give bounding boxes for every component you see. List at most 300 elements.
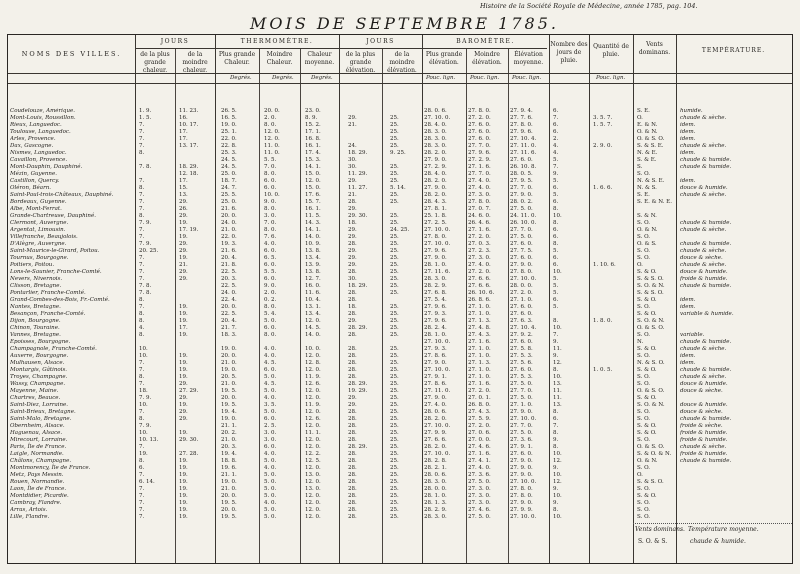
- table-cell: 3. 0.: [264, 437, 277, 443]
- table-cell: Pontarlier, Franche-Comté.: [10, 290, 86, 296]
- table-cell: Poitiers, Poitou.: [10, 262, 55, 268]
- table-cell: 19.: [179, 458, 188, 464]
- table-cell: 27. 9. 3.: [424, 311, 447, 317]
- table-cell: 13. 0.: [305, 486, 321, 492]
- table-cell: 21.: [348, 192, 357, 198]
- table-cell: 1. 5. 7.: [593, 122, 613, 128]
- table-cell: 27. 6. 6.: [468, 276, 491, 282]
- table-cell: 12. 18.: [179, 171, 199, 177]
- table-cell: 15. 7.: [305, 199, 321, 205]
- table-cell: S.: [637, 164, 643, 170]
- table-cell: 12. 0.: [305, 423, 321, 429]
- table-cell: 16.: [179, 115, 188, 121]
- table-cell: 6.: [553, 234, 559, 240]
- table-cell: 8.: [139, 213, 145, 219]
- table-cell: Besançon, Franche-Comté.: [10, 311, 86, 317]
- table-cell: 27. 9. 9.: [510, 507, 533, 513]
- table-cell: 27. 8. 0.: [468, 199, 491, 205]
- table-cell: 19.: [179, 311, 188, 317]
- table-cell: 29. 30.: [179, 437, 199, 443]
- table-cell: froide & humide.: [680, 276, 728, 282]
- table-cell: Montdidier, Picardie.: [10, 493, 69, 499]
- table-cell: 21. 0.: [221, 381, 237, 387]
- table-cell: Mayenne, Maine.: [10, 388, 59, 394]
- table-cell: 11. 5.: [305, 213, 321, 219]
- table-cell: S. E.: [637, 108, 650, 114]
- table-cell: 19. 5.: [221, 388, 237, 394]
- table-cell: 25.: [390, 129, 399, 135]
- table-cell: Châlons, Champagne.: [10, 458, 72, 464]
- table-cell: 9.: [553, 500, 559, 506]
- table-cell: O. & S. O.: [637, 388, 665, 394]
- table-cell: 25.: [390, 514, 399, 520]
- table-cell: 7.: [139, 444, 145, 450]
- table-cell: 10.: [553, 213, 562, 219]
- table-cell: 21. 0.: [221, 437, 237, 443]
- table-cell: S. E. & N. E.: [637, 199, 672, 205]
- table-cell: 7.: [139, 143, 145, 149]
- table-cell: 5.: [553, 304, 559, 310]
- table-cell: 27. 5. 8.: [510, 346, 533, 352]
- table-cell: 10. 17.: [179, 122, 199, 128]
- header-days-high: de la plus grande élévation.: [345, 51, 376, 74]
- table-cell: [593, 283, 632, 290]
- table-cell: 25.: [390, 430, 399, 436]
- table-cell: 29.: [348, 395, 357, 401]
- table-cell: 29.: [348, 248, 357, 254]
- table-cell: 8. 0.: [264, 227, 277, 233]
- table-cell: 19.: [179, 514, 188, 520]
- table-cell: 27. 9. 0.: [510, 465, 533, 471]
- table-cell: 28.: [348, 374, 357, 380]
- table-cell: idem.: [680, 136, 696, 142]
- table-cell: 10.: [139, 402, 148, 408]
- table-cell: 12. 6.: [305, 416, 321, 422]
- table-cell: 19. 0.: [221, 416, 237, 422]
- table-cell: 28. 2. 9.: [424, 507, 447, 513]
- table-cell: 12. 7.: [305, 276, 321, 282]
- header-weather: TEMPÉRATURE.: [701, 47, 766, 54]
- table-cell: 7.: [553, 115, 559, 121]
- table-cell: 29.: [179, 381, 188, 387]
- table-cell: S. O. & N.: [637, 318, 665, 324]
- table-cell: 6.: [553, 108, 559, 114]
- table-cell: 11. 1.: [305, 430, 321, 436]
- table-cell: 9. 25.: [390, 150, 406, 156]
- header-days-group: JOURS: [160, 38, 190, 45]
- table-cell: 28. 1. 0.: [424, 332, 447, 338]
- table-cell: 28. 0. 6.: [424, 472, 447, 478]
- table-cell: 25.: [390, 178, 399, 184]
- table-cell: 28.: [348, 367, 357, 373]
- table-cell: 27. 1. 6.: [468, 339, 491, 345]
- table-cell: Saint-Maurice-le-Girard, Poitou.: [10, 248, 100, 254]
- table-cell: 16. 5.: [221, 115, 237, 121]
- table-cell: 9.: [553, 465, 559, 471]
- table-cell: [593, 129, 632, 136]
- table-cell: 25. 0.: [221, 171, 237, 177]
- table-cell: Paris, Île de France.: [10, 444, 67, 450]
- table-cell: 27. 0. 3.: [468, 241, 491, 247]
- table-cell: 27. 11. 6.: [424, 269, 451, 275]
- column-baro-min: [468, 108, 507, 521]
- table-cell: 27. 28.: [179, 451, 199, 457]
- table-cell: S. O.: [637, 234, 651, 240]
- table-cell: 28.: [348, 423, 357, 429]
- table-cell: 27. 9. 1.: [510, 444, 533, 450]
- table-cell: [390, 297, 421, 304]
- table-cell: 5. 0.: [264, 493, 277, 499]
- table-cell: 11.: [553, 346, 562, 352]
- table-cell: 27. 1. 0.: [468, 311, 491, 317]
- table-cell: 25.: [390, 451, 399, 457]
- table-cell: variable & humide.: [680, 311, 734, 317]
- table-cell: 25.: [390, 500, 399, 506]
- table-cell: 26. 8. 6.: [468, 297, 491, 303]
- table-cell: 8.: [553, 409, 559, 415]
- table-cell: 25.: [390, 374, 399, 380]
- table-cell: 27. 1. 0.: [468, 304, 491, 310]
- table-cell: 27. 5. 6.: [510, 360, 533, 366]
- table-cell: 27. 5. 0.: [510, 395, 533, 401]
- table-cell: O. & N.: [637, 458, 658, 464]
- table-cell: 4. 0.: [264, 395, 277, 401]
- table-cell: 5. 0.: [264, 472, 277, 478]
- table-cell: 27. 0. 0.: [468, 437, 491, 443]
- header-days-cold: de la moindre chaleur.: [182, 51, 208, 74]
- table-cell: S. O.: [637, 437, 651, 443]
- table-cell: idem.: [680, 129, 696, 135]
- table-cell: 7.: [139, 199, 145, 205]
- table-cell: 8. 0.: [264, 332, 277, 338]
- table-cell: 7. 9.: [139, 395, 152, 401]
- table-cell: 20. 0.: [221, 507, 237, 513]
- table-cell: E. & N.: [637, 122, 658, 128]
- table-cell: S. O.: [637, 304, 651, 310]
- table-cell: 27. 9. 3.: [424, 346, 447, 352]
- table-cell: 25.: [390, 423, 399, 429]
- table-cell: 16. 1.: [305, 143, 321, 149]
- table-cell: 7. 0.: [264, 164, 277, 170]
- table-cell: 22. 0.: [221, 136, 237, 142]
- table-cell: 19. 5.: [221, 500, 237, 506]
- table-cell: 6. 0.: [264, 178, 277, 184]
- table-cell: 25.: [390, 444, 399, 450]
- table-cell: O. & S.: [637, 241, 657, 247]
- table-cell: 28.: [348, 409, 357, 415]
- table-cell: [680, 318, 790, 325]
- table-cell: douce & humide.: [680, 402, 728, 408]
- table-cell: 29.: [179, 248, 188, 254]
- table-cell: 25.: [390, 136, 399, 142]
- table-cell: 7.: [139, 500, 145, 506]
- table-cell: 25.: [390, 220, 399, 226]
- table-cell: 12.: [553, 479, 562, 485]
- column-places: [10, 108, 134, 521]
- table-cell: Lille, Flandre.: [10, 514, 50, 520]
- table-cell: 5. 0.: [264, 374, 277, 380]
- table-cell: 28. 1. 0.: [424, 262, 447, 268]
- table-cell: 5. 0.: [264, 479, 277, 485]
- column-days-high: [348, 108, 381, 521]
- table-cell: 25.: [390, 507, 399, 513]
- table-cell: [593, 409, 632, 416]
- table-cell: 4. 0.: [264, 451, 277, 457]
- table-cell: 8. 0.: [264, 122, 277, 128]
- table-cell: 25.: [390, 458, 399, 464]
- table-cell: 8.: [553, 206, 559, 212]
- table-cell: 27. 9. 0.: [510, 500, 533, 506]
- table-cell: [680, 290, 790, 297]
- table-cell: 11. 6.: [305, 290, 321, 296]
- table-cell: [593, 430, 632, 437]
- table-cell: Arras, Artois.: [10, 507, 48, 513]
- table-cell: 27. 1. 0.: [468, 353, 491, 359]
- table-cell: 25.: [390, 262, 399, 268]
- table-cell: 7.: [553, 423, 559, 429]
- table-cell: 25.: [390, 255, 399, 261]
- table-cell: 6.: [553, 185, 559, 191]
- table-cell: 5. 0.: [264, 409, 277, 415]
- table-cell: 1. 0. 5.: [593, 367, 613, 373]
- table-cell: 20. 0.: [221, 493, 237, 499]
- table-cell: 24. 25.: [390, 227, 410, 233]
- table-cell: S. O.: [637, 255, 651, 261]
- table-cell: 21. 0.: [221, 227, 237, 233]
- table-cell: 27. 6. 0.: [510, 451, 533, 457]
- table-cell: Haguenau, Alsace.: [10, 430, 63, 436]
- table-cell: [348, 136, 381, 143]
- table-cell: 27. 9. 6.: [424, 248, 447, 254]
- table-cell: 14. 0.: [305, 234, 321, 240]
- table-cell: 14. 3.: [305, 220, 321, 226]
- table-cell: 11. 9.: [305, 374, 321, 380]
- table-cell: 21. 6.: [221, 248, 237, 254]
- table-cell: 19.: [179, 430, 188, 436]
- table-cell: 12. 0.: [305, 318, 321, 324]
- table-cell: Arles, Provence.: [10, 136, 56, 142]
- table-cell: 25.: [390, 472, 399, 478]
- table-cell: douce & humide.: [680, 381, 728, 387]
- table-cell: 27. 6. 0.: [510, 339, 533, 345]
- table-cell: 27. 10. 4.: [510, 136, 537, 142]
- table-cell: Troyes, Champagne.: [10, 374, 68, 380]
- table-cell: 19. 0.: [221, 367, 237, 373]
- table-cell: Dijon, Bourgogne.: [10, 318, 61, 324]
- table-cell: 25.: [390, 248, 399, 254]
- table-cell: 4. 0.: [264, 241, 277, 247]
- table-cell: 27. 2. 3.: [468, 248, 491, 254]
- table-cell: 7.: [139, 269, 145, 275]
- table-cell: Castillon, Quercy.: [10, 178, 60, 184]
- table-cell: chaude & sèche.: [680, 227, 727, 233]
- table-cell: S. O.: [637, 381, 651, 387]
- table-cell: 28. 2. 4.: [424, 325, 447, 331]
- table-cell: 8.: [553, 430, 559, 436]
- table-cell: [593, 241, 632, 248]
- table-cell: 18. 29.: [348, 150, 368, 156]
- table-cell: 5.: [553, 248, 559, 254]
- table-cell: 19.: [179, 353, 188, 359]
- table-cell: 20. 2.: [221, 430, 237, 436]
- table-cell: 7.: [139, 304, 145, 310]
- table-cell: 6. 0.: [264, 367, 277, 373]
- table-cell: 12. 0.: [305, 465, 321, 471]
- table-cell: 27. 8. 0.: [510, 122, 533, 128]
- table-cell: 25. 5.: [221, 192, 237, 198]
- table-cell: 19. 29.: [348, 388, 368, 394]
- table-cell: [553, 311, 588, 318]
- table-cell: [680, 234, 790, 241]
- table-cell: 25.: [390, 395, 399, 401]
- table-cell: 27. 10. 0.: [424, 241, 451, 247]
- table-cell: 27. 10. 0.: [510, 479, 537, 485]
- table-cell: chaude & humide.: [680, 367, 732, 373]
- table-cell: 27. 7. 0.: [510, 388, 533, 394]
- table-cell: [680, 171, 790, 178]
- table-cell: 21.: [179, 262, 188, 268]
- table-cell: 27. 10. 0.: [510, 276, 537, 282]
- table-cell: 12. 0.: [305, 514, 321, 520]
- unit-inches-lines: Pouc. lign.: [426, 75, 456, 81]
- table-cell: 27. 11. 6.: [510, 150, 537, 156]
- table-cell: 5. 0.: [264, 458, 277, 464]
- table-cell: 24. 0.: [221, 290, 237, 296]
- table-cell: 27. 6. 6.: [468, 283, 491, 289]
- table-cell: [680, 325, 790, 332]
- footer-winds-value: S. O. & S.: [638, 538, 668, 545]
- table-cell: 27. 4. 8.: [468, 325, 491, 331]
- table-cell: douce & sèche.: [680, 388, 723, 394]
- table-cell: 18.: [139, 388, 148, 394]
- table-cell: 27. 3. 0.: [468, 500, 491, 506]
- table-cell: chaude & sèche.: [680, 115, 727, 121]
- table-cell: 7.: [139, 360, 145, 366]
- table-cell: 13. 8.: [305, 269, 321, 275]
- table-cell: 27. 2. 0.: [468, 423, 491, 429]
- table-cell: 12. 0.: [305, 444, 321, 450]
- table-cell: S. & O.: [637, 423, 657, 429]
- table-cell: 27. 10. 0.: [424, 367, 451, 373]
- table-cell: 25.: [390, 164, 399, 170]
- table-cell: 7. 0.: [264, 220, 277, 226]
- table-cell: 13.: [179, 192, 188, 198]
- table-cell: 7.: [139, 255, 145, 261]
- table-cell: Saint-Diez, Lorraine.: [10, 402, 69, 408]
- table-cell: Epoisses, Bourgogne.: [10, 339, 71, 345]
- table-cell: 27. 1. 3.: [468, 360, 491, 366]
- table-cell: [593, 500, 632, 507]
- table-cell: 14. 5.: [305, 325, 321, 331]
- table-cell: 1. 10. 6.: [593, 262, 616, 268]
- table-cell: 7.: [139, 262, 145, 268]
- table-cell: 22. 5.: [221, 311, 237, 317]
- table-cell: [680, 213, 790, 220]
- table-cell: 27. 9. 0.: [424, 255, 447, 261]
- table-cell: 5. 0.: [264, 318, 277, 324]
- table-cell: idem.: [680, 304, 696, 310]
- table-cell: Grand-Combes-des-Bois, Fr.-Comté.: [10, 297, 110, 303]
- table-cell: idem.: [680, 122, 696, 128]
- table-cell: 19. 0.: [221, 479, 237, 485]
- table-cell: [593, 416, 632, 423]
- table-cell: 27. 7. 5.: [510, 248, 533, 254]
- table-cell: 10.: [139, 346, 148, 352]
- table-cell: 24. 5.: [221, 164, 237, 170]
- table-cell: [593, 395, 632, 402]
- table-cell: 28.: [348, 332, 357, 338]
- unit-degrees: Degrés.: [272, 75, 294, 81]
- table-cell: [593, 479, 632, 486]
- column-days-cold: [179, 108, 214, 521]
- table-cell: 14. 1.: [305, 164, 321, 170]
- table-cell: [179, 150, 214, 157]
- table-cell: [179, 346, 214, 353]
- table-cell: 5. 5.: [264, 157, 277, 163]
- table-cell: 5.: [553, 276, 559, 282]
- table-cell: 11. 29.: [348, 171, 368, 177]
- table-cell: 18. 7.: [221, 178, 237, 184]
- column-days-low: [390, 108, 421, 521]
- table-cell: 19. 5.: [221, 514, 237, 520]
- table-cell: 10. 4.: [305, 297, 321, 303]
- table-cell: O. & N.: [637, 129, 658, 135]
- table-cell: 28.: [348, 514, 357, 520]
- table-cell: 1. 8. 0.: [593, 318, 613, 324]
- table-cell: 28. 2. 9.: [424, 283, 447, 289]
- table-cell: [680, 486, 790, 493]
- table-cell: 8.: [553, 444, 559, 450]
- table-cell: 7.: [139, 276, 145, 282]
- running-head: Histoire de la Société Royale de Médecine, année 1785, pag. 104.: [480, 2, 698, 10]
- table-cell: 4. 0.: [264, 500, 277, 506]
- table-cell: Wassy, Champagne.: [10, 381, 66, 387]
- table-cell: chaude & humide.: [680, 164, 732, 170]
- table-cell: 27. 9. 6.: [424, 318, 447, 324]
- table-cell: 27. 9. 0.: [510, 192, 533, 198]
- table-cell: 4.: [553, 150, 559, 156]
- table-cell: 27. 10. 0.: [424, 451, 451, 457]
- table-cell: 7.: [553, 164, 559, 170]
- table-cell: 27. 6. 0.: [510, 304, 533, 310]
- table-cell: 10. 13.: [139, 437, 159, 443]
- table-cell: 18. 3.: [221, 332, 237, 338]
- table-cell: 16. 8.: [305, 136, 321, 142]
- table-cell: 27. 1. 0.: [468, 346, 491, 352]
- table-cell: 19.: [179, 493, 188, 499]
- table-cell: 19.: [179, 472, 188, 478]
- table-cell: 24. 5.: [221, 157, 237, 163]
- table-cell: 7.: [139, 472, 145, 478]
- table-cell: 6. 0.: [264, 444, 277, 450]
- table-cell: 22. 8.: [221, 143, 237, 149]
- table-cell: [348, 108, 381, 115]
- table-cell: 5.: [553, 192, 559, 198]
- footer-temp-value: chaude & humide.: [690, 538, 746, 545]
- table-cell: 20. 0.: [221, 353, 237, 359]
- table-cell: 27. 2. 0.: [468, 269, 491, 275]
- table-cell: 13. 4.: [305, 311, 321, 317]
- table-cell: 28. 1. 3.: [424, 500, 447, 506]
- table-cell: 19.: [179, 402, 188, 408]
- table-cell: 24. 6. 0.: [468, 213, 491, 219]
- table-cell: 27. 8. 0.: [510, 269, 533, 275]
- table-cell: [593, 360, 632, 367]
- table-cell: [593, 388, 632, 395]
- table-cell: 6.: [553, 129, 559, 135]
- table-cell: 27. 9. 0.: [510, 262, 533, 268]
- table-cell: 27. 2. 5.: [424, 220, 447, 226]
